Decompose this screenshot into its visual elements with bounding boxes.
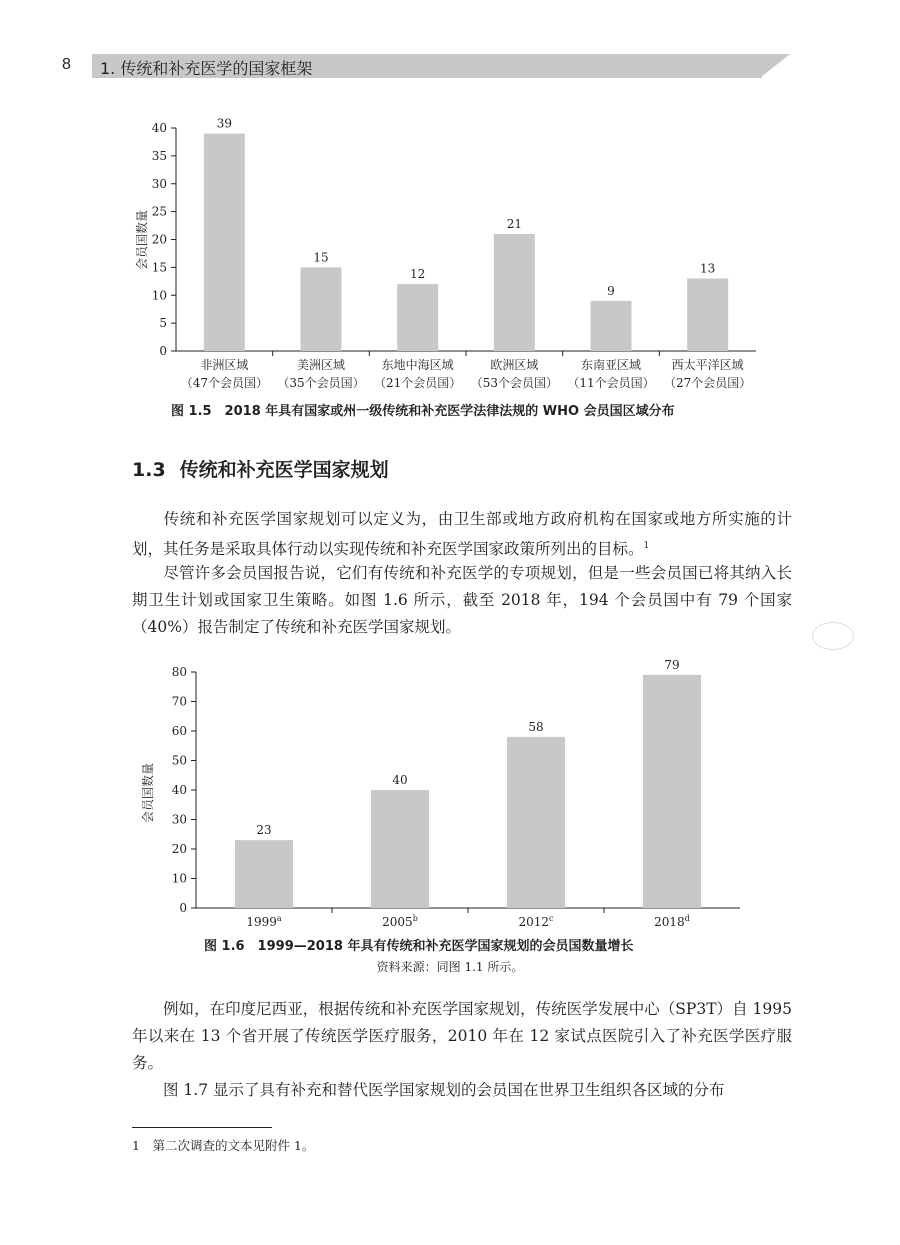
x-category-label: 2018$^d$ bbox=[654, 914, 690, 929]
bar bbox=[494, 234, 535, 351]
bar-value-label: 15 bbox=[313, 250, 329, 265]
x-category-label: 美洲区域 bbox=[296, 358, 346, 372]
paragraph-2 bbox=[132, 560, 792, 641]
x-category-superscript: d bbox=[684, 914, 690, 923]
y-tick-label: 30 bbox=[151, 176, 167, 191]
y-tick-label: 25 bbox=[151, 204, 167, 219]
y-tick-label: 80 bbox=[171, 665, 187, 679]
paragraph-4-text: 图 1.7 显示了具有补充和替代医学国家规划的会员国在世界卫生组织各区域的分布 bbox=[163, 1081, 725, 1099]
y-tick-label: 20 bbox=[151, 232, 167, 247]
bar bbox=[301, 267, 342, 351]
y-tick-label: 0 bbox=[159, 344, 167, 358]
bar bbox=[235, 840, 293, 908]
bar-value-label: 9 bbox=[607, 283, 615, 298]
chart1-y-axis-label: 会员国数量 bbox=[135, 209, 149, 271]
footnote: 1 第二次调查的文本见附件 1。 bbox=[132, 1138, 315, 1153]
chart-figure-1-6 bbox=[0, 650, 900, 950]
y-tick-label: 30 bbox=[171, 812, 187, 827]
y-tick-label: 5 bbox=[159, 316, 167, 331]
watermark-stamp bbox=[812, 622, 854, 650]
footnote-ref: 1 bbox=[643, 541, 650, 551]
y-tick-label: 10 bbox=[171, 871, 187, 886]
bar bbox=[371, 790, 429, 908]
x-category-sublabel: （53个会员国） bbox=[470, 376, 558, 390]
bar-value-label: 79 bbox=[664, 657, 680, 672]
section-title: 传统和补充医学国家规划 bbox=[179, 459, 389, 481]
section-heading bbox=[132, 455, 389, 482]
x-category-sublabel: （27个会员国） bbox=[664, 376, 752, 390]
x-category-sublabel: （21个会员国） bbox=[374, 376, 462, 390]
paragraph-2-text: 尽管许多会员国报告说，它们有传统和补充医学的专项规划，但是一些会员国已将其纳入长期卫生计划或国家卫生策略。如图 1.6 所示，截至 2018 年，194 个会员国中有 79 个国家（40%）报告制定了传统和补充医学国家规划。 bbox=[132, 564, 792, 636]
chart2-y-axis-label: 会员国数量 bbox=[141, 762, 155, 824]
x-category-superscript: a bbox=[276, 914, 282, 923]
y-tick-label: 10 bbox=[151, 288, 167, 303]
footnote-rule bbox=[132, 1127, 272, 1128]
x-category-superscript: c bbox=[549, 914, 554, 923]
bar bbox=[507, 737, 565, 908]
paragraph-3-text: 例如，在印度尼西亚，根据传统和补充医学国家规划，传统医学发展中心（SP3T）自 1995 年以来在 13 个省开展了传统医学医疗服务，2010 年在 12 家试点医院引入了补充医学医疗服务。 bbox=[132, 1000, 792, 1072]
y-tick-label: 70 bbox=[171, 694, 187, 709]
bar-value-label: 58 bbox=[528, 719, 544, 734]
paragraph-1-text: 传统和补充医学国家规划可以定义为，由卫生部或地方政府机构在国家或地方所实施的计划，其任务是采取具体行动以实现传统和补充医学国家政策所列出的目标。 bbox=[132, 510, 792, 559]
y-tick-label: 40 bbox=[151, 121, 167, 135]
y-tick-label: 0 bbox=[179, 901, 187, 915]
paragraph-4 bbox=[132, 1077, 792, 1104]
running-title: 1. 传统和补充医学的国家框架 bbox=[100, 59, 313, 78]
bar-value-label: 40 bbox=[392, 773, 408, 787]
x-category-label: 1999$^a$ bbox=[246, 914, 282, 929]
bar bbox=[687, 279, 728, 351]
bar-value-label: 12 bbox=[410, 267, 426, 282]
bar-value-label: 23 bbox=[256, 823, 272, 838]
y-tick-label: 60 bbox=[171, 724, 187, 738]
x-category-label: 西太平洋区域 bbox=[671, 358, 744, 372]
y-tick-label: 20 bbox=[171, 842, 187, 856]
x-category-label: 2012$^c$ bbox=[518, 914, 554, 929]
bar bbox=[397, 284, 438, 351]
x-category-label: 非洲区域 bbox=[200, 358, 249, 372]
figure-1-5-caption: 图 1.5 2018 年具有国家或州一级传统和补充医学法律法规的 WHO 会员国区域分布 bbox=[171, 404, 675, 419]
section-number: 1.3 bbox=[132, 459, 166, 481]
bar-value-label: 13 bbox=[700, 261, 716, 276]
paragraph-1 bbox=[132, 506, 792, 563]
y-tick-label: 15 bbox=[151, 260, 167, 275]
x-category-superscript: b bbox=[412, 914, 418, 923]
bar bbox=[591, 301, 632, 351]
paragraph-3 bbox=[132, 996, 792, 1077]
bar bbox=[204, 134, 245, 351]
x-category-label: 东南亚区域 bbox=[580, 358, 642, 372]
x-category-label: 东地中海区域 bbox=[381, 358, 454, 372]
x-category-label: 欧洲区域 bbox=[490, 358, 539, 372]
y-tick-label: 35 bbox=[151, 148, 167, 163]
y-tick-label: 40 bbox=[171, 783, 187, 797]
x-category-sublabel: （35个会员国） bbox=[277, 376, 365, 390]
page-number: 8 bbox=[62, 56, 71, 73]
bar bbox=[643, 675, 701, 908]
x-category-sublabel: （11个会员国） bbox=[567, 376, 655, 390]
chart-figure-1-5 bbox=[0, 0, 900, 400]
figure-1-6-caption: 图 1.6 1999—2018 年具有传统和补充医学国家规划的会员国数量增长 bbox=[204, 939, 634, 954]
bar-value-label: 39 bbox=[216, 116, 232, 131]
x-category-label: 2005$^b$ bbox=[382, 914, 418, 929]
y-tick-label: 50 bbox=[171, 753, 187, 768]
figure-1-6-source: 资料来源：同图 1.1 所示。 bbox=[376, 960, 524, 974]
bar-value-label: 21 bbox=[506, 216, 522, 231]
x-category-sublabel: （47个会员国） bbox=[180, 376, 268, 390]
